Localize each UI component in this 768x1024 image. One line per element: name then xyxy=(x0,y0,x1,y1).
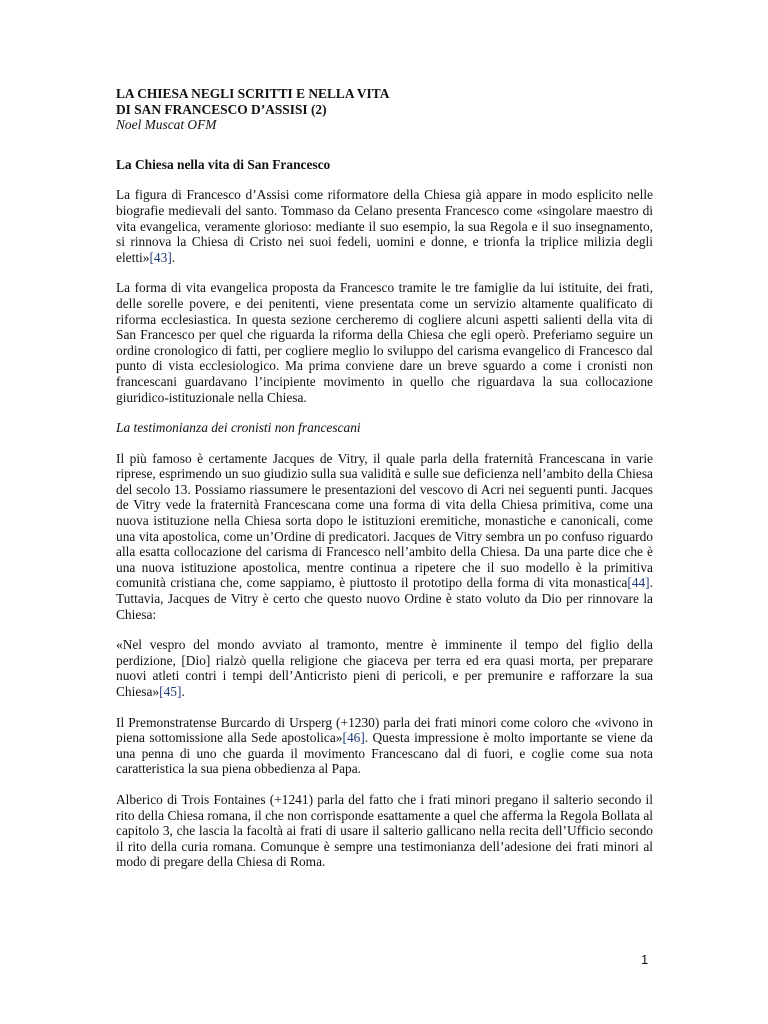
paragraph-1-text: La figura di Francesco d’Assisi come riformatore della Chiesa già appare in modo esplicito nelle biografie medievali del santo. Tommaso da Celano presenta Francesco come «singolare maestro di vita evangelica, veramente glorioso: mediante il suo esempio, la sua Regola e il suo insegnamento, si rinnova la Chiesa di Cristo nei suoi fedeli, uomini e donne, e trionfa la triplice milizia degli eletti» xyxy=(116,187,653,265)
paragraph-2-text: La forma di vita evangelica proposta da Francesco tramite le tre famiglie da lui istituite, dei frati, delle sorelle povere, e dei penitenti, viene presentata come un servizio altamente qualificato di riforma ecclesiastica. In questa sezione cercheremo di cogliere alcuni aspetti salienti della vita di San Francesco per quel che riguarda la riforma della Chiesa che egli operò. Preferiamo seguire un ordine cronologico di fatti, per cogliere meglio lo sviluppo del carisma evangelico di Francesco dal punto di vista ecclesiologico. Ma prima conviene dare un breve sguardo a come i cronisti non francescani guardavano l’incipiente movimento in quello che riguardava la sua collocazione giuridico-istituzionale nella Chiesa. xyxy=(116,280,653,405)
paragraph-4-text-a: Il Premonstratense Burcardo di Ursperg (+1230) parla dei frati minori come coloro che «vivono in piena sottomissione alla Sede apostolica» xyxy=(116,714,653,746)
subsection-heading: La testimonianza dei cronisti non francescani xyxy=(116,420,361,436)
paragraph-5 xyxy=(116,792,653,870)
paragraph-3-text-a: Il più famoso è certamente Jacques de Vitry, il quale parla della fraternità Francescana in varie riprese, esprimendo un suo giudizio sulla sua validità e sulle sue deficienza nell’ambito della Chiesa del secolo 13. Possiamo riassumere le presentazioni del vescovo di Acri nei seguenti punti. Jacques de Vitry vede la fraternità Francescana come una forma di vita della Chiesa primitiva, come una nuova istituzione nella Chiesa sorta dopo le istituzioni eremitiche, monastiche e canonicali, come una vita apostolica, come un’Ordine di predicatori. Jacques de Vitry sembra un po confuso riguardo alla esatta collocazione del carisma di Francesco nell’ambito della Chiesa. Da una parte dice che è una nuova istituzione apostolica, mentre continua a ripetere che il suo modello è la primitiva comunità cristiana che, come sappiamo, è piuttosto il prototipo della forma di vita monastica xyxy=(116,450,653,591)
title-line-1: LA CHIESA NEGLI SCRITTI E NELLA VITA xyxy=(116,86,390,101)
paragraph-1 xyxy=(116,187,653,265)
quote-paragraph xyxy=(116,637,653,699)
paragraph-4 xyxy=(116,715,653,777)
paragraph-5-text: Alberico di Trois Fontaines (+1241) parla del fatto che i frati minori pregano il salterio secondo il rito della Chiesa romana, il che non corrisponde esattamente a quel che afferma la Regola Bollata al capitolo 3, che lascia la facoltà ai frati di usare il salterio gallicano nella recita dell’Ufficio secondo il rito della curia romana. Comunque è sempre una testimonianza dell’adesione dei frati minori al modo di pregare della Chiesa di Roma. xyxy=(116,791,653,870)
footnote-link-44[interactable]: [44] xyxy=(627,575,650,591)
title-line-2: DI SAN FRANCESCO D’ASSISI (2) xyxy=(116,101,327,117)
page-number: 1 xyxy=(641,952,649,967)
paragraph-2 xyxy=(116,280,653,405)
section-heading: La Chiesa nella vita di San Francesco xyxy=(116,156,331,172)
footnote-link-46[interactable]: [46] xyxy=(342,730,365,746)
paragraph-4-text-b: . Questa impressione è molto importante se viene da una penna di uno che guarda il movimento Francescano dal di fuori, e coglie come sua nota caratteristica la sua piena obbedienza al Papa. xyxy=(116,730,653,777)
author-name: Noel Muscat OFM xyxy=(116,117,217,133)
footnote-link-43[interactable]: [43] xyxy=(149,249,172,265)
footnote-link-45[interactable]: [45] xyxy=(159,684,182,699)
quote-text: «Nel vespro del mondo avviato al tramonto, mentre è imminente il tempo del figlio della perdizione, [Dio] rialzò quella religione che giaceva per terra ed era quasi morta, per preparare nuovi atleti contri i tempi dell’Anticristo pieni di pericoli, e per premunire e rafforzare la sua Chiesa» xyxy=(116,637,653,699)
paragraph-3-text-b: . Tuttavia, Jacques de Vitry è certo che questo nuovo Ordine è stato voluto da Dio per rinnovare la Chiesa: xyxy=(116,575,653,622)
document-page xyxy=(116,86,653,870)
quote-end: . xyxy=(181,684,185,699)
paragraph-1-end: . xyxy=(171,249,176,265)
paragraph-3 xyxy=(116,451,653,623)
document-title xyxy=(116,86,653,117)
